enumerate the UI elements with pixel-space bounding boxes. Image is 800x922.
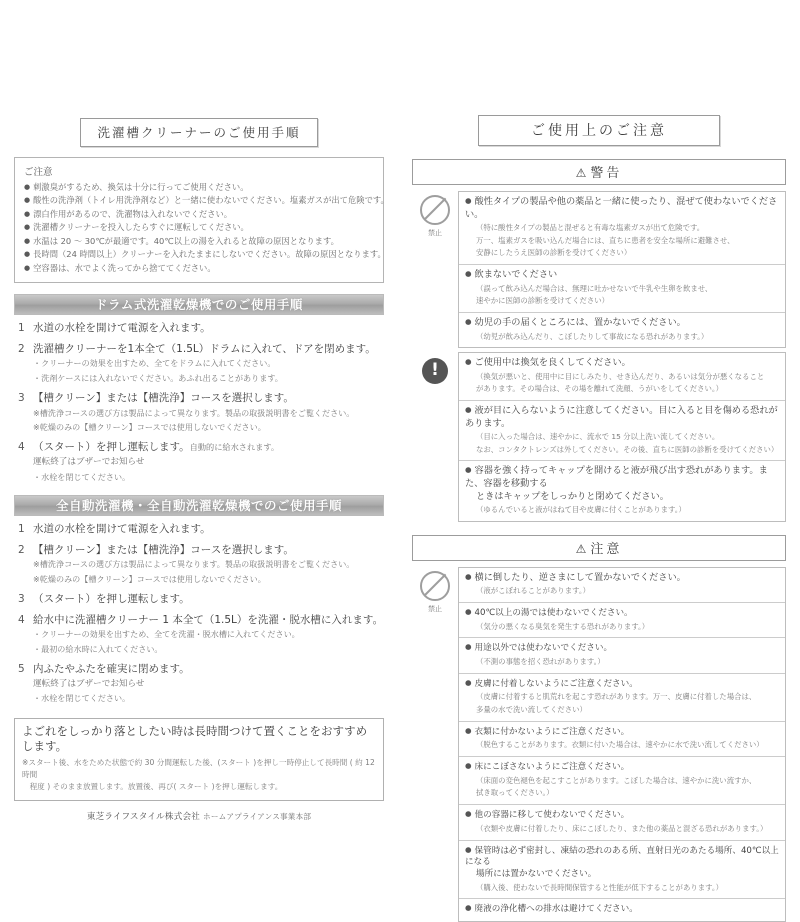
caution-item: [459, 841, 785, 900]
step-note: ※槽洗浄コースの選び方は製品によって異なります。製品の取扱説明書をご覧ください。: [33, 407, 355, 418]
warning-item-main: [465, 196, 779, 221]
icon-column: [412, 567, 458, 922]
warning-item-sub: 安静にしたうえ医師の診断を受けてください）: [476, 248, 632, 258]
warning-item-main-cont: ときはキャップをしっかりと閉めてください。: [476, 490, 669, 502]
prohibition-icon: [420, 195, 450, 225]
caution-item: [24, 262, 374, 275]
caution-header: [412, 535, 786, 561]
footer-division: ホームアプライアンス事業本部: [203, 811, 312, 821]
warning-item-sub: （幼児が飲み込んだり、こぼしたりして事故になる恐れがあります。）: [476, 331, 709, 341]
step-text: 水道の水栓を開けて電源を入れます。: [33, 322, 211, 335]
warning-header: [412, 159, 786, 185]
caution-item: [459, 603, 785, 638]
caution-item-main: [465, 903, 779, 916]
caution-item: [459, 805, 785, 840]
left-column: [14, 110, 389, 822]
step-body: [33, 322, 384, 336]
step-text: 給水中に洗濯槽クリーナー 1 本全て（1.5L）を洗濯・脱水槽に入れます。: [33, 613, 384, 626]
warning-mandatory-group: [412, 352, 786, 522]
caution-item-sub: （床面の変色褪色を起こすことがあります。こぼした場合は、速やかに洗い流すか、: [476, 775, 757, 785]
caution-item-main: [465, 607, 779, 620]
step-note: ※槽洗浄コースの選び方は製品によって異なります。製品の取扱説明書をご覧ください。: [33, 559, 355, 570]
caution-heading: ご注意: [24, 167, 53, 178]
caution-item-text: 横に倒したり、逆さまにして置かないでください。: [474, 571, 686, 583]
caution-item-main: [465, 572, 779, 585]
caution-item-main: [465, 678, 779, 691]
caution-item: [459, 722, 785, 757]
caution-item-text: 刺激臭がするため、換気は十分に行ってご使用ください。: [33, 182, 249, 192]
right-column: [412, 110, 786, 922]
warning-item-sub: があります。その場合は、その場を離れて洗顔、うがいをしてください。）: [476, 384, 723, 394]
caution-item-main: [465, 642, 779, 655]
bullet-dot-icon: ●: [24, 183, 31, 191]
step-body: [33, 523, 384, 537]
step-text: （スタート）を押し運転します。: [33, 593, 190, 606]
caution-item-sub: （皮膚に付着すると肌荒れを起こす恐れがあります。万一、皮膚に付着した場合は、: [476, 692, 757, 702]
caution-item-sub: （液がこぼれることがあります。）: [476, 586, 590, 596]
bullet-dot-icon: ●: [24, 209, 31, 218]
caution-item-text: 用途以外では使わないでください。: [474, 643, 613, 654]
step-note: ・クリーナーの効果を出すため、全てをドラムに入れてください。: [33, 358, 276, 369]
step-text-main: （スタート）を押し運転します。: [33, 441, 190, 454]
step-row: [14, 322, 384, 336]
caution-item-text: 保管時は必ず密封し、凍結の恐れのある所、直射日光のあたる場所、40℃以上になる: [465, 845, 779, 868]
bullet-dot-icon: ●: [465, 677, 472, 687]
caution-item: [24, 235, 374, 248]
warning-item-text: 幼児の手の届くところには、置かないでください。: [474, 316, 686, 328]
caution-item-sub: （衣類や皮膚に付着したり、床にこぼしたり、また他の薬品と混ざる恐れがあります。）: [476, 823, 768, 833]
step-note: 運転終了はブザーでお知らせ: [33, 457, 145, 467]
caution-items: [458, 567, 786, 922]
step-note: ・洗剤ケースには入れないでください。あふれ出ることがあります。: [33, 372, 283, 383]
caution-item-text: 廃液の浄化槽への排水は避けてください。: [474, 904, 638, 915]
warning-item-sub: （目に入った場合は、速やかに、流水で 15 分以上洗い流してください。: [476, 432, 720, 442]
warning-item-main: [465, 465, 779, 490]
step-number: 2: [18, 543, 25, 556]
caution-item-main-cont: 場所には置かないでください。: [476, 868, 597, 879]
step-text: [33, 441, 384, 455]
icon-column: [412, 352, 458, 522]
step-number: 4: [18, 613, 25, 626]
caution-item-text: 長時間（24 時間以上）クリーナーを入れたままにしないでください。故障の原因となります。: [33, 249, 386, 260]
caution-item-sub: （脱色することがあります。衣類に付いた場合は、速やかに水で洗い流してください）: [476, 740, 764, 750]
warning-item-sub: （換気が悪いと、使用中に目にしみたり、せき込んだり、あるいは気分が悪くなること: [476, 371, 765, 381]
warning-items: [458, 191, 786, 348]
caution-item-sub: 多量の水で洗い流してください）: [476, 705, 587, 715]
bullet-dot-icon: ●: [465, 405, 472, 415]
warning-item: [459, 265, 785, 313]
caution-item: [459, 674, 785, 722]
warning-item: [459, 401, 785, 461]
step-number: 2: [18, 342, 25, 355]
step-text: 【槽クリーン】または【槽洗浄】コースを選択します。: [33, 543, 294, 556]
prohibition-icon: [420, 571, 450, 601]
warning-item: [459, 461, 785, 520]
caution-item-text: 床にこぼさないようにご注意ください。: [474, 762, 630, 773]
warning-item: [459, 353, 785, 401]
bullet-dot-icon: ●: [465, 269, 472, 279]
step-note: ※乾燥のみの【槽クリーン】コースでは使用しないでください。: [33, 422, 266, 433]
warning-label: 警告: [590, 166, 623, 181]
step-note: ・水栓を閉じてください。: [33, 471, 131, 482]
warning-item-main: [465, 317, 779, 330]
step-text: 内ふたやふたを確実に閉めます。: [33, 663, 190, 676]
caution-item: [24, 208, 374, 221]
step-body: [33, 663, 384, 706]
warning-item-main: [465, 357, 779, 370]
warning-item-text: 酸性タイプの製品や他の薬品と一緒に使ったり、混ぜて使わないでください。: [465, 196, 778, 220]
bullet-dot-icon: ●: [465, 809, 472, 819]
icon-column: [412, 191, 458, 348]
caution-item-text: 水温は 20 ～ 30℃が最適です。40℃以上の湯を入れると故障の原因となります。: [33, 235, 339, 246]
warning-item-text: 容器を強く持ってキャップを開けると液が飛び出す恐れがあります。また、容器を移動する: [465, 465, 768, 489]
step-body: [33, 343, 384, 385]
step-row: [14, 614, 384, 656]
left-title: 洗濯槽クリーナーのご使用手順: [80, 118, 318, 147]
caution-item-text: 40℃以上の湯では使わないでください。: [474, 607, 633, 618]
step-text: 水道の水栓を開けて電源を入れます。: [33, 523, 211, 536]
warning-item-text: 飲まないでください: [474, 269, 558, 281]
step-body: [33, 441, 384, 484]
warning-item-sub: （特に酸性タイプの製品と混ぜると有毒な塩素ガスが出て危険です。: [476, 223, 705, 233]
caution-item: [459, 568, 785, 603]
caution-item-main: [465, 845, 779, 869]
bullet-dot-icon: ●: [465, 316, 472, 326]
caution-triangle-icon: ⚠: [575, 541, 587, 556]
bullet-dot-icon: ●: [465, 642, 472, 652]
caution-item-main: [465, 761, 779, 774]
step-note: 運転終了はブザーでお知らせ: [33, 678, 145, 689]
bullet-dot-icon: ●: [465, 357, 472, 367]
caution-label: 注意: [590, 541, 623, 557]
caution-item-text: 酸性の洗浄剤（トイレ用洗浄剤など）と一緒に使わないでください。塩素ガスが出て危険です。: [33, 195, 389, 206]
step-text: 洗濯槽クリーナーを1本全て（1.5L）ドラムに入れて、ドアを閉めます。: [33, 342, 376, 355]
step-row: [14, 663, 384, 706]
caution-item: [24, 194, 389, 207]
step-number: 3: [18, 392, 25, 405]
caution-item: [24, 181, 374, 194]
step-row: [14, 441, 384, 484]
caution-item-text: 他の容器に移して使わないでください。: [474, 810, 630, 821]
step-note: ・クリーナーの効果を出すため、全てを洗濯・脱水槽に入れてください。: [33, 629, 300, 640]
tip-sub-line: ※スタート後、水をためた状態で約 30 分間運転した後、(スタート )を押し一時停止して長時間 ( 約 12 時間: [22, 757, 375, 779]
caution-item: [459, 757, 785, 805]
bullet-dot-icon: ●: [465, 903, 472, 913]
step-row: [14, 593, 384, 607]
bullet-dot-icon: ●: [465, 761, 472, 771]
step-inline-note: 自動的に給水されます。: [189, 442, 280, 453]
bullet-dot-icon: ●: [24, 196, 31, 205]
caution-item: [24, 248, 386, 261]
caution-item-sub: （購入後、使わないで長時間保管すると性能が低下することがあります。）: [476, 882, 723, 892]
bullet-dot-icon: ●: [465, 465, 472, 475]
warning-items-2: [458, 352, 786, 522]
right-title: ご使用上のご注意: [478, 115, 720, 146]
bullet-dot-icon: ●: [465, 196, 472, 205]
warning-item-sub: 速やかに医師の診断を受けてください）: [476, 296, 610, 306]
section-header-fully-automatic: 全自動洗濯機・全自動洗濯乾燥機でのご使用手順: [14, 495, 384, 516]
bullet-dot-icon: ●: [24, 250, 31, 259]
warning-item-text: ご使用中は換気を良くしてください。: [474, 357, 631, 369]
caution-box: [14, 157, 389, 283]
caution-item-text: 洗濯槽クリーナーを投入したらすぐに運転してください。: [33, 222, 249, 233]
step-number: 4: [18, 441, 25, 454]
caution-item-main: [465, 809, 779, 822]
step-body: [33, 614, 384, 656]
bullet-dot-icon: ●: [465, 725, 472, 735]
bullet-dot-icon: ●: [24, 223, 31, 232]
warning-triangle-icon: ⚠: [575, 166, 587, 180]
step-number: 1: [18, 523, 25, 536]
step-note: ※乾燥のみの【槽クリーン】コースでは使用しないでください。: [33, 573, 266, 584]
caution-item-sub: （不測の事態を招く恐れがあります。）: [476, 656, 605, 666]
caution-item-text: 皮膚に付着しないようにご注意ください。: [474, 678, 638, 689]
step-row: [14, 523, 384, 537]
footer-company: 東芝ライフスタイル株式会社: [86, 811, 201, 822]
caution-item-sub: （気分の悪くなる臭気を発生する恐れがあります。）: [476, 621, 650, 631]
caution-item: [459, 638, 785, 673]
prohibition-icon-label: 禁止: [428, 604, 442, 613]
caution-item-text: 空容器は、水でよく洗ってから捨ててください。: [33, 262, 216, 273]
tip-sub-line: 程度 ) そのまま放置します。放置後、再び( スタート )を押し運転します。: [22, 782, 283, 792]
bullet-dot-icon: ●: [465, 571, 472, 581]
warning-item-sub: （誤って飲み込んだ場合は、無理に吐かせないで牛乳や生卵を飲ませ、: [476, 283, 713, 293]
caution-item-text: 漂白作用があるので、洗濯物は入れないでください。: [33, 208, 233, 219]
step-body: [33, 593, 384, 607]
step-row: [14, 392, 384, 434]
caution-item-text: 衣類に付かないようにご注意ください。: [474, 726, 630, 737]
exclamation-icon: !: [422, 358, 448, 384]
step-note: ・最初の給水時に入れてください。: [33, 643, 163, 654]
caution-item-sub: 拭き取ってください。）: [476, 788, 554, 798]
bullet-dot-icon: ●: [24, 236, 31, 245]
warning-item: [459, 313, 785, 347]
bullet-dot-icon: ●: [24, 263, 31, 272]
step-note: ・水栓を閉じてください。: [33, 693, 131, 704]
step-body: [33, 544, 384, 586]
warning-item-main: [465, 269, 779, 282]
step-text: 【槽クリーン】または【槽洗浄】コースを選択します。: [33, 392, 294, 405]
tip-box: [14, 718, 384, 801]
bullet-dot-icon: ●: [465, 606, 472, 616]
step-number: 5: [18, 663, 25, 676]
step-row: [14, 343, 384, 385]
warning-item-main: [465, 405, 779, 430]
caution-item: [459, 899, 785, 921]
footer: [14, 810, 384, 822]
step-number: 3: [18, 593, 25, 606]
step-body: [33, 392, 384, 434]
caution-item: [24, 221, 374, 234]
warning-item-sub: 万一、塩素ガスを吸い込んだ場合には、直ちに患者を安全な場所に避難させ、: [476, 235, 735, 245]
step-row: [14, 544, 384, 586]
warning-item-sub: なお、コンタクトレンズは外してください。その後、直ちに医師の診断を受けてください）: [476, 444, 779, 454]
warning-prohibition-group: [412, 191, 786, 348]
caution-prohibition-group: [412, 567, 786, 922]
step-number: 1: [18, 322, 25, 335]
tip-headline: よごれをしっかり落としたい時は長時間つけて置くことをおすすめします。: [22, 723, 368, 753]
warning-item-sub: （ゆるんでいると液がはねて目や皮膚に付くことがあります。）: [476, 505, 686, 515]
section-header-drum: ドラム式洗濯乾燥機でのご使用手順: [14, 294, 384, 315]
prohibition-icon-label: 禁止: [428, 229, 442, 237]
caution-item-main: [465, 726, 779, 739]
warning-item: [459, 192, 785, 265]
warning-item-text: 液が目に入らないように注意してください。目に入ると目を傷める恐れがあります。: [465, 405, 778, 429]
bullet-dot-icon: ●: [465, 844, 472, 854]
